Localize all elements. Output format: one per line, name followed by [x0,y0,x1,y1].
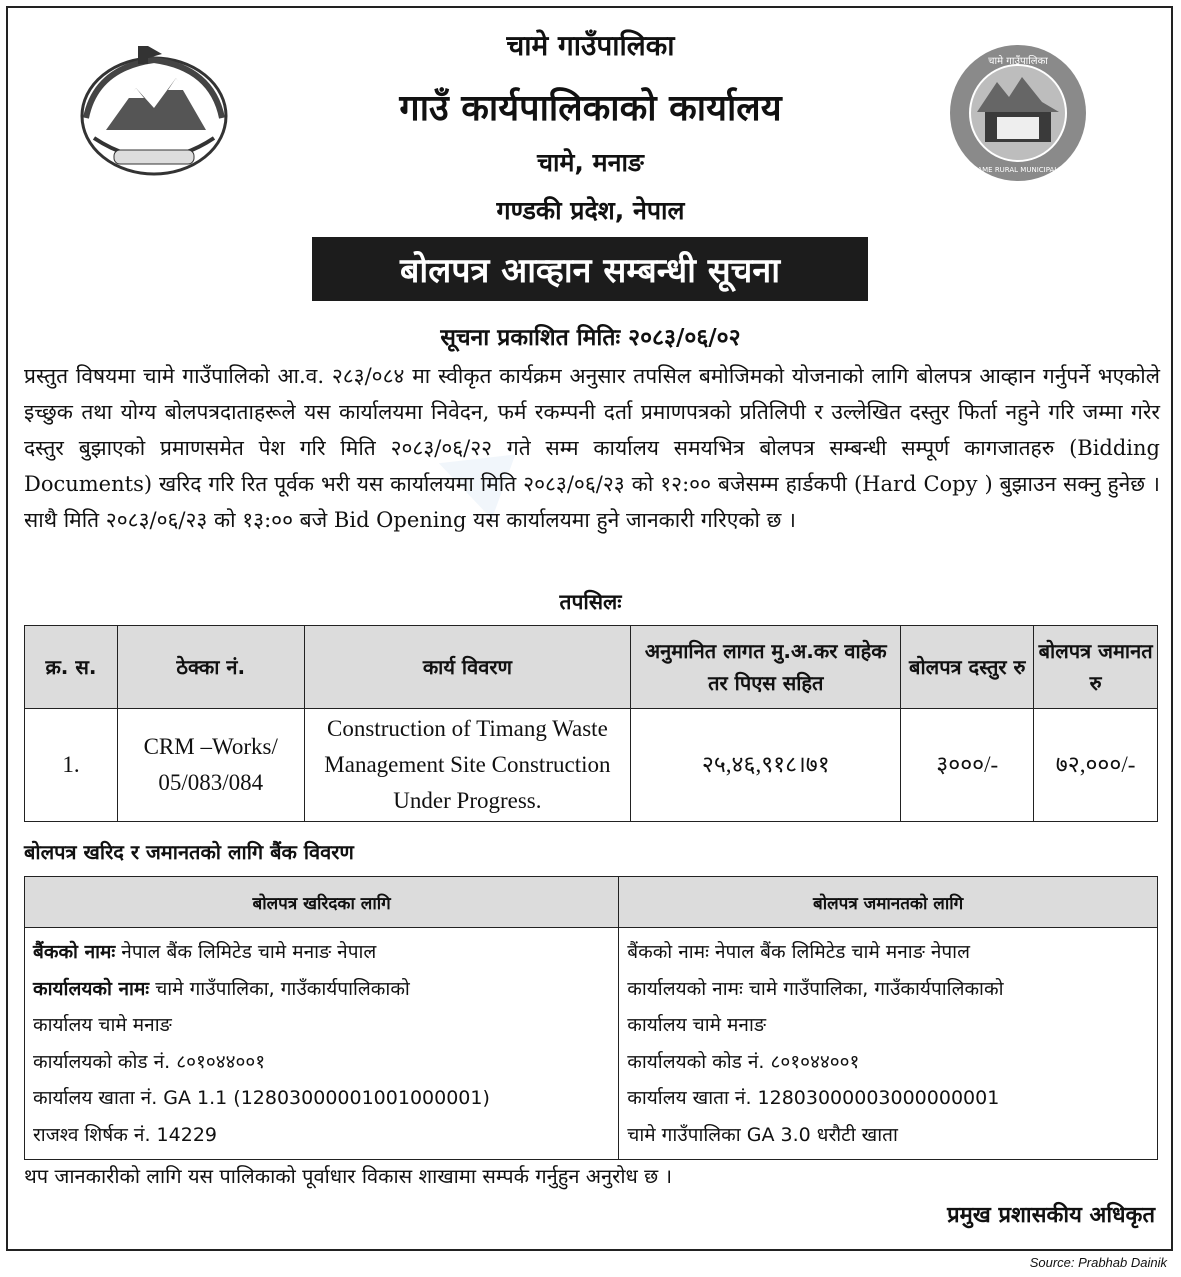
col-bid-security: बोलपत्र जमानत रु [1034,626,1158,709]
cell-work-description: Construction of Timang Waste Management Site Construction Under Progress. [304,709,631,822]
office-code: कार्यालयको कोड नं. ८०१०४४००१ [627,1050,860,1073]
office-name-cont: कार्यालय चामे मनाङ [627,1014,766,1036]
office-title: गाउँ कार्यपालिकाको कार्यालय [399,88,782,129]
office-location: चामे, मनाङ [537,148,644,177]
contact-note: थप जानकारीको लागि यस पालिकाको पूर्वाधार विकास शाखामा सम्पर्क गर्नुहुन अनुरोध छ । [24,1164,673,1188]
office-account: कार्यालय खाता नं. 12803000003000000001 [627,1087,1000,1109]
office-name: कार्यालयको नामः चामे गाउँपालिका, गाउँकार्यपालिकाको [627,977,1004,1000]
bank-table-header [25,877,1158,928]
bank-name-label: बैंकको नामः [33,941,116,963]
office-account: कार्यालय खाता नं. GA 1.1 (12803000001001000001) [33,1087,490,1109]
bank-name-value: नेपाल बैंक लिमिटेड चामे मनाङ नेपाल [115,941,377,963]
office-name-value: चामे गाउँपालिका, गाउँकार्यपालिकाको [149,977,410,1000]
office-code: कार्यालयको कोड नं. ८०१०४४००१ [33,1050,266,1073]
bank-name: बैंकको नामः नेपाल बैंक लिमिटेड चामे मनाङ नेपाल [627,941,970,963]
col-sn: क्र. स. [25,626,118,709]
cell-bid-security: ७२,०००/- [1034,709,1158,822]
province-country: गण्डकी प्रदेश, नेपाल [496,196,685,225]
source-credit: Source: Prabhab Dainik [1029,1255,1167,1270]
cell-bid-fee: ३०००/- [901,709,1034,822]
deposit-account: चामे गाउँपालिका GA 3.0 धरौटी खाता [627,1123,898,1146]
bid-table-header [25,626,1158,709]
office-name-value-cont: कार्यालय चामे मनाङ [33,1014,172,1036]
cell-estimated-cost: २५,४६,९१८।७१ [631,709,901,822]
col-security: बोलपत्र जमानतको लागि [619,877,1158,928]
table-row [25,928,1158,1160]
revenue-heading: राजश्व शिर्षक नं. 14229 [33,1123,217,1146]
office-name-label: कार्यालयको नामः [33,977,150,1000]
bid-table [24,625,1158,822]
svg-text:CHAME RURAL MUNICIPALITY: CHAME RURAL MUNICIPALITY [967,166,1069,174]
schedule-label: तपसिलः [559,590,622,614]
col-estimated-cost: अनुमानित लागत मु.अ.कर वाहेक तर पिएस सहित [631,626,901,709]
notice-banner: बोलपत्र आव्हान सम्बन्धी सूचना [312,237,868,301]
publish-date: सूचना प्रकाशित मितिः २०८३/०६/०२ [440,325,741,351]
cell-sn: 1. [25,709,118,822]
municipality-name: चामे गाउँपालिका [506,29,675,62]
col-purchase: बोलपत्र खरिदका लागि [25,877,619,928]
table-row [25,709,1158,822]
notice-body: प्रस्तुत विषयमा चामे गाउँपालिको आ.व. २८३/०८४ मा स्वीकृत कार्यक्रम अनुसार तपसिल बमोजिमको योजनाको लागि बोलपत्र आव्हान गर्नुपर्ने भएकोले इच्छुक तथा योग्य बोलपत्रदाताहरूले यस कार्यालयमा निवेदन, फर्म रकम्पनी दर्ता प्रमाणपत्रको प्रतिलिपी र उल्लेखित दस्तुर फिर्ता नहुने गरि जम्मा गरेर दस्तुर बुझाएको प्रमाणसमेत पेश गरि मिति २०८३/०६/२२ गते सम्म कार्यालय समयभित्र बोलपत्र सम्बन्धी सम्पूर्ण कागजातहरु (Bidding Documents) खरिद गरि रित पूर्वक भरी यस कार्यालयमा मिति २०८३/०६/२३ को १२:०० बजेसम्म हार्डकपी (Hard Copy ) बुझाउन सक्नु हुनेछ । साथै मिति २०८३/०६/२३ को १३:०० बजे Bid Opening यस कार्यालयमा हुने जानकारी गरिएको छ । [24,364,1160,532]
watermark: ▲ [403,422,526,523]
col-contract-no: ठेक्का नं. [117,626,304,709]
bank-section-title: बोलपत्र खरिद र जमानतको लागि बैंक विवरण [24,840,354,864]
col-bid-fee: बोलपत्र दस्तुर रु [901,626,1034,709]
bank-table [24,876,1158,1160]
purchase-bank-details [25,928,619,1160]
security-bank-details [619,928,1158,1160]
svg-text:चामे गाउँपालिका: चामे गाउँपालिका [988,56,1048,67]
signatory-title: प्रमुख प्रशासकीय अधिकृत [947,1203,1155,1228]
col-work-description: कार्य विवरण [304,626,631,709]
cell-contract-no: CRM –Works/ 05/083/084 [117,709,304,822]
